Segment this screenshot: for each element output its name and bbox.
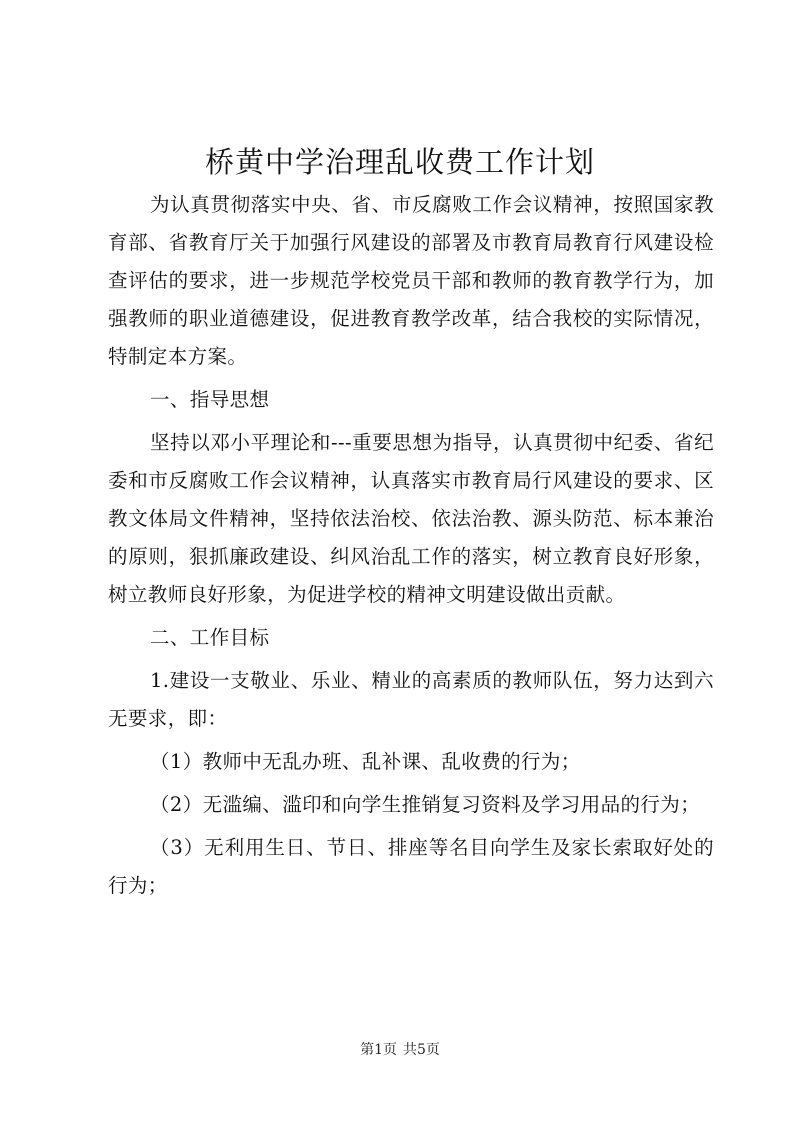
page-footer <box>0 1040 800 1060</box>
document-title: 桥黄中学治理乱收费工作计划 <box>204 145 595 179</box>
paragraph-goal-1: 1.建设一支敬业、乐业、精业的高素质的教师队伍，努力达到六无要求，即： <box>108 669 714 730</box>
paragraph-guiding-thought: 坚持以邓小平理论和---重要思想为指导，认真贯彻中纪委、省纪委和市反腐败工作会议精神，认真落实市教育局行风建设的要求、区教文体局文件精神，坚持依法治校、依法治教、源头防范、标本兼治的原则，狠抓廉政建设、纠风治乱工作的落实，树立教育良好形象，树立教师良好形象，为促进学校的精神文明建设做出贡献。 <box>108 431 714 606</box>
page-number: 第1页 <box>360 1042 397 1058</box>
list-item-requirement-1: （1）教师中无乱办班、乱补课、乱收费的行为； <box>150 750 581 773</box>
page-total: 共5页 <box>403 1042 440 1058</box>
list-item-requirement-2: （2）无滥编、滥印和向学生推销复习资料及学习用品的行为； <box>150 793 701 816</box>
section-heading-work-goals: 二、工作目标 <box>150 626 270 649</box>
paragraph-intro: 为认真贯彻落实中央、省、市反腐败工作会议精神，按照国家教育部、省教育厅关于加强行风建设的部署及市教育局教育行风建设检查评估的要求，进一步规范学校党员干部和教师的教育教学行为，加强教师的职业道德建设，促进教育教学改革，结合我校的实际情况，特制定本方案。 <box>108 193 714 368</box>
section-heading-guiding-thought: 一、指导思想 <box>150 388 270 411</box>
document-body <box>108 186 714 905</box>
list-item-requirement-3: （3）无利用生日、节日、排座等名目向学生及家长索取好处的行为； <box>108 836 714 897</box>
